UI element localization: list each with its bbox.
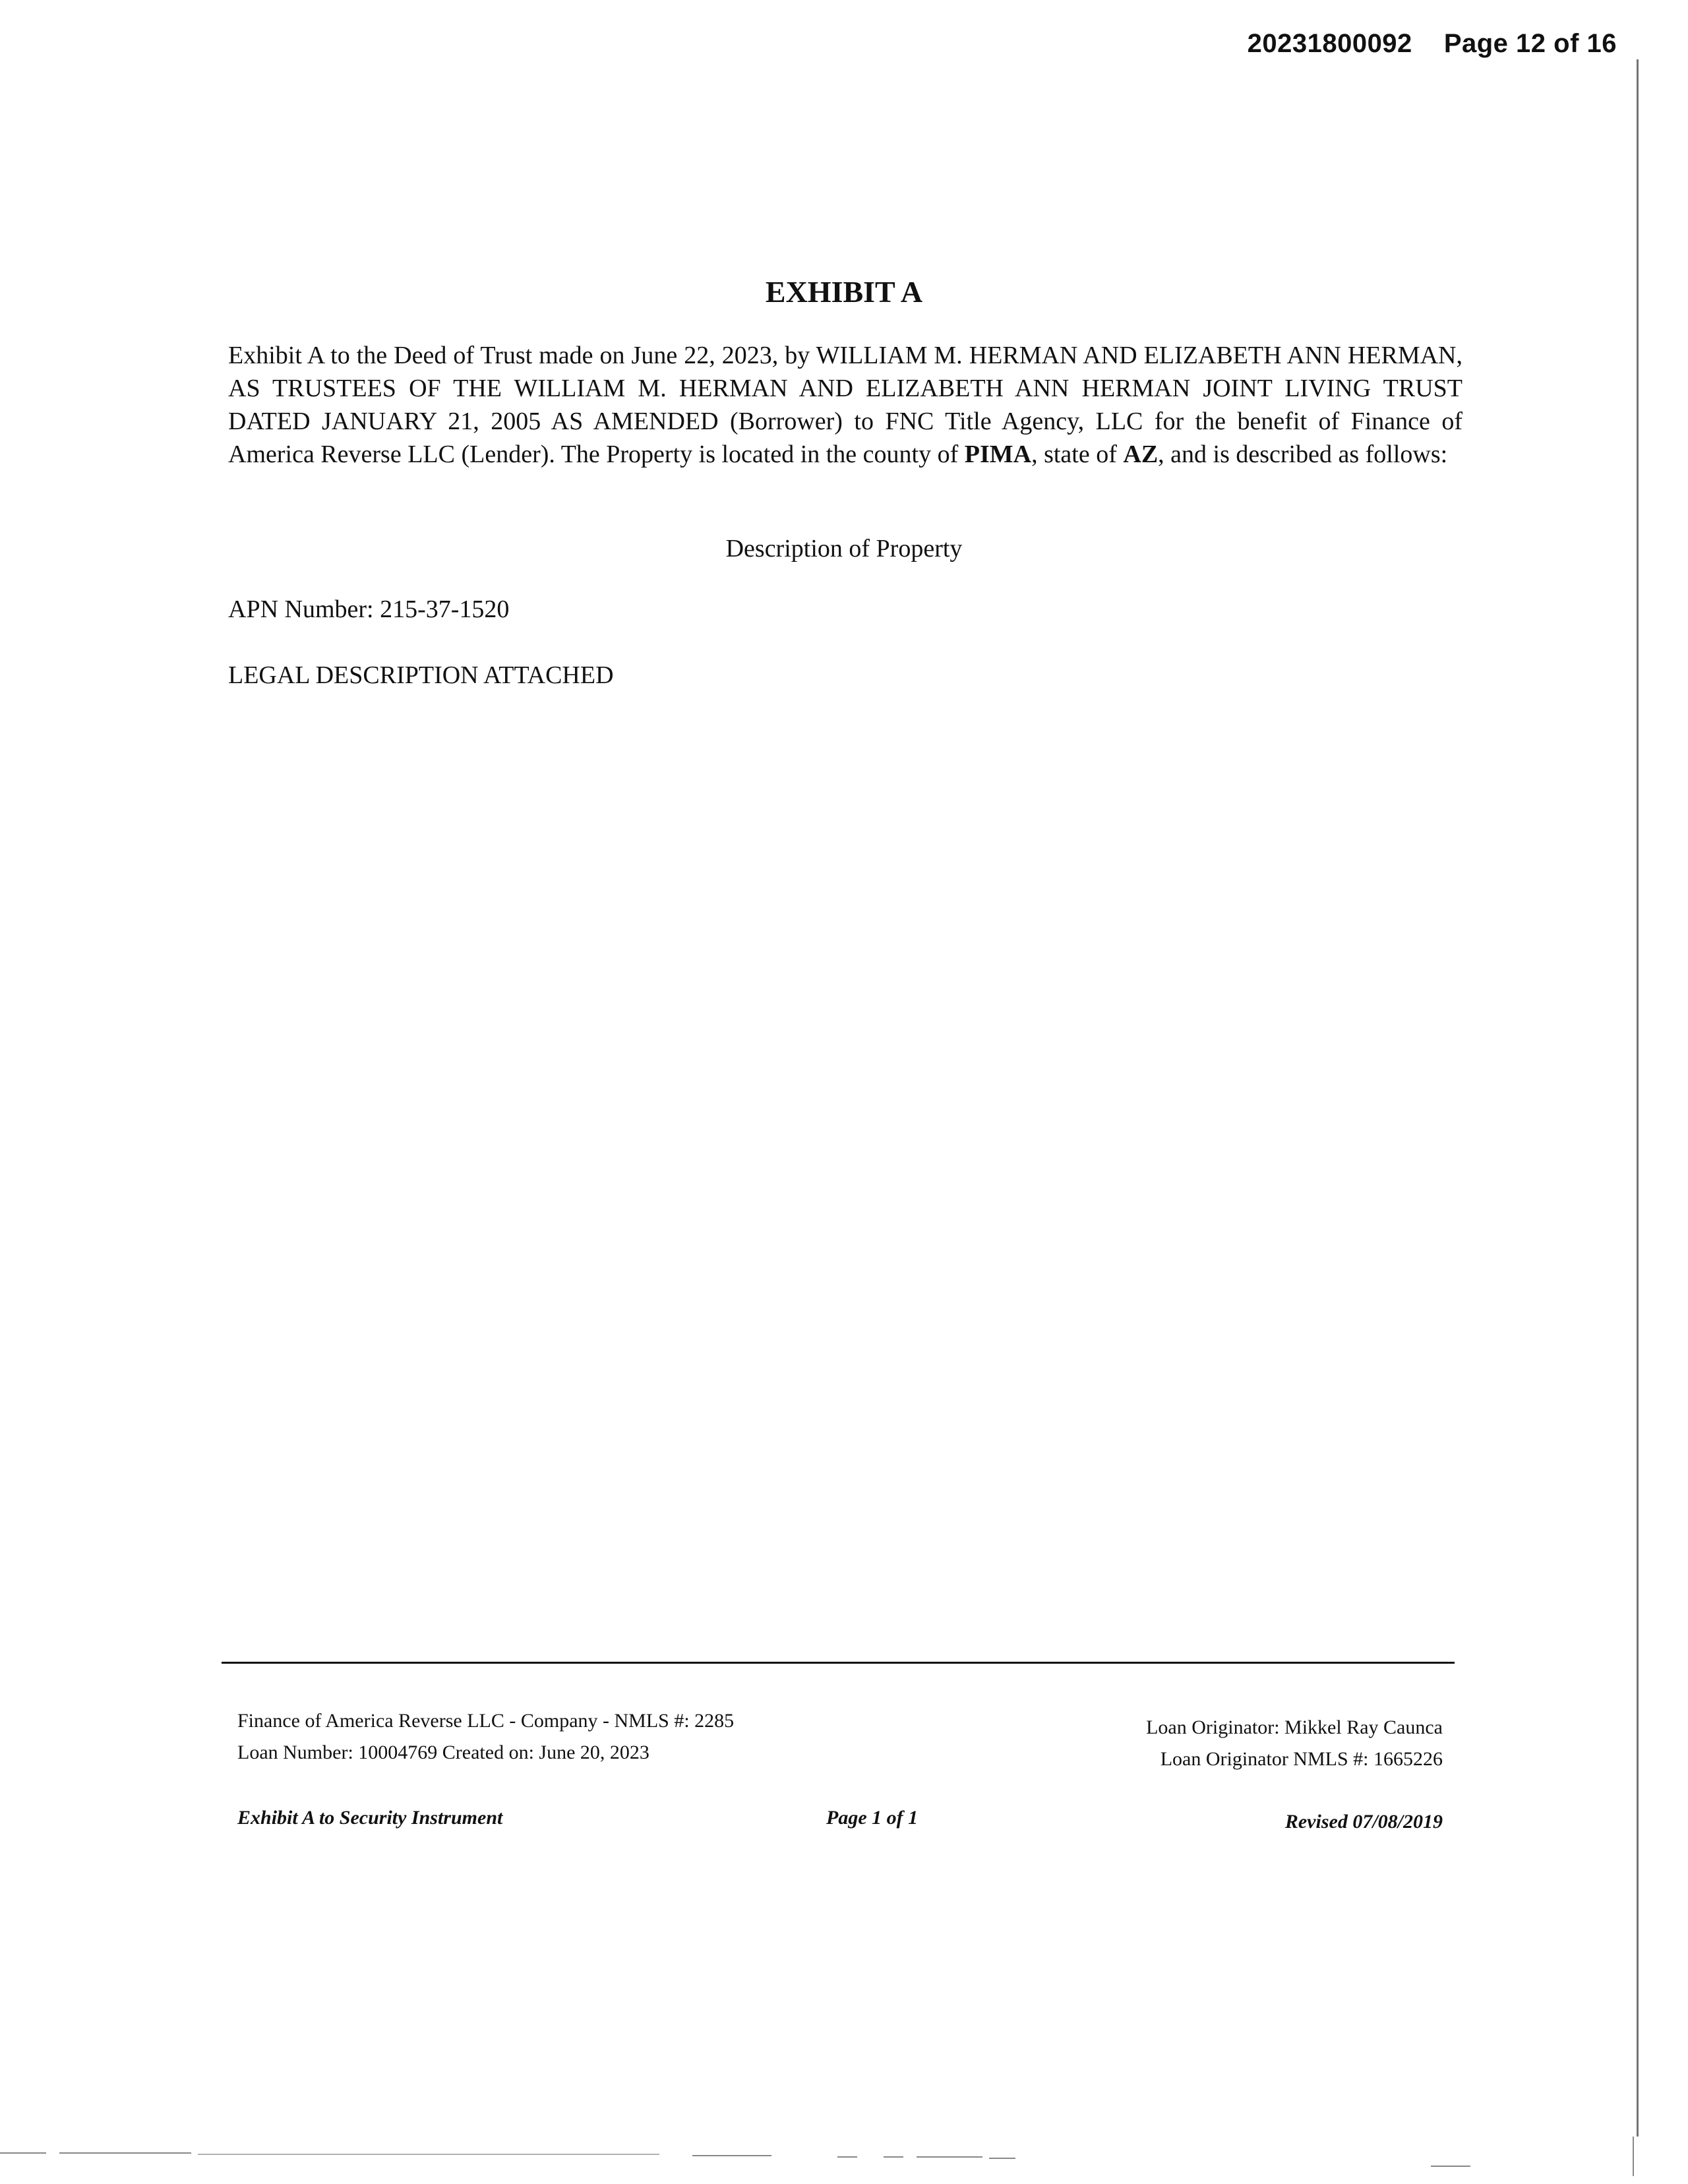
county-name: PIMA [964,440,1032,468]
scan-artifact-line [917,2156,982,2158]
exhibit-title: EXHIBIT A [765,275,923,309]
scan-artifact-line [989,2158,1015,2159]
footer-divider [222,1662,1455,1664]
recording-page-label: Page 12 of 16 [1443,29,1617,58]
scan-artifact-line [837,2156,857,2158]
footer-page-of: Page 1 of 1 [826,1807,919,1829]
scan-artifact-line [1431,2166,1470,2167]
recording-document-number: 20231800092 [1247,29,1412,58]
intro-text: , and is described as follows: [1158,440,1448,468]
intro-text: , state of [1031,440,1124,468]
scan-artifact-line [59,2152,191,2154]
description-heading: Description of Property [725,535,963,562]
scan-artifact-line [884,2156,903,2158]
state-name: AZ [1123,440,1159,468]
exhibit-intro-paragraph [228,339,1462,471]
footer-lender-info [237,1705,734,1769]
intro-text: Exhibit A to the Deed of Trust made on June 22, 2023, by WILLIAM M. HERMAN AND ELIZABETH ANN HERMAN, AS TRUSTEES OF THE WILLIAM M. HERMAN AND ELIZABETH ANN HERMAN JOINT LIVING TRUST DATED JANUARY 21, 2005 AS AMENDED (Borrower) to FNC Title Agency, LLC for the benefit of Finance of America Reverse LLC (Lender). The Property is located in the county of [228,342,1462,468]
scan-artifact-line [198,2154,659,2155]
footer-loan-line: Loan Number: 10004769 Created on: June 20, 2023 [237,1742,649,1763]
footer-revised: Revised 07/08/2019 [1284,1811,1443,1833]
apn-number: APN Number: 215-37-1520 [228,595,510,623]
scan-artifact-line [692,2155,771,2156]
legal-description: LEGAL DESCRIPTION ATTACHED [228,661,614,689]
footer-originator-nmls-line: Loan Originator NMLS #: 1665226 [1160,1748,1443,1770]
scan-artifact-line [0,2152,46,2154]
scan-edge-line-tail [1633,2137,1634,2176]
footer-form-name: Exhibit A to Security Instrument [237,1807,503,1829]
scan-edge-line [1637,59,1639,2137]
footer-originator-info [1146,1712,1443,1775]
recording-header [1248,29,1617,59]
footer-originator-line: Loan Originator: Mikkel Ray Caunca [1146,1716,1443,1738]
footer-company-line: Finance of America Reverse LLC - Company - NMLS #: 2285 [237,1710,735,1732]
